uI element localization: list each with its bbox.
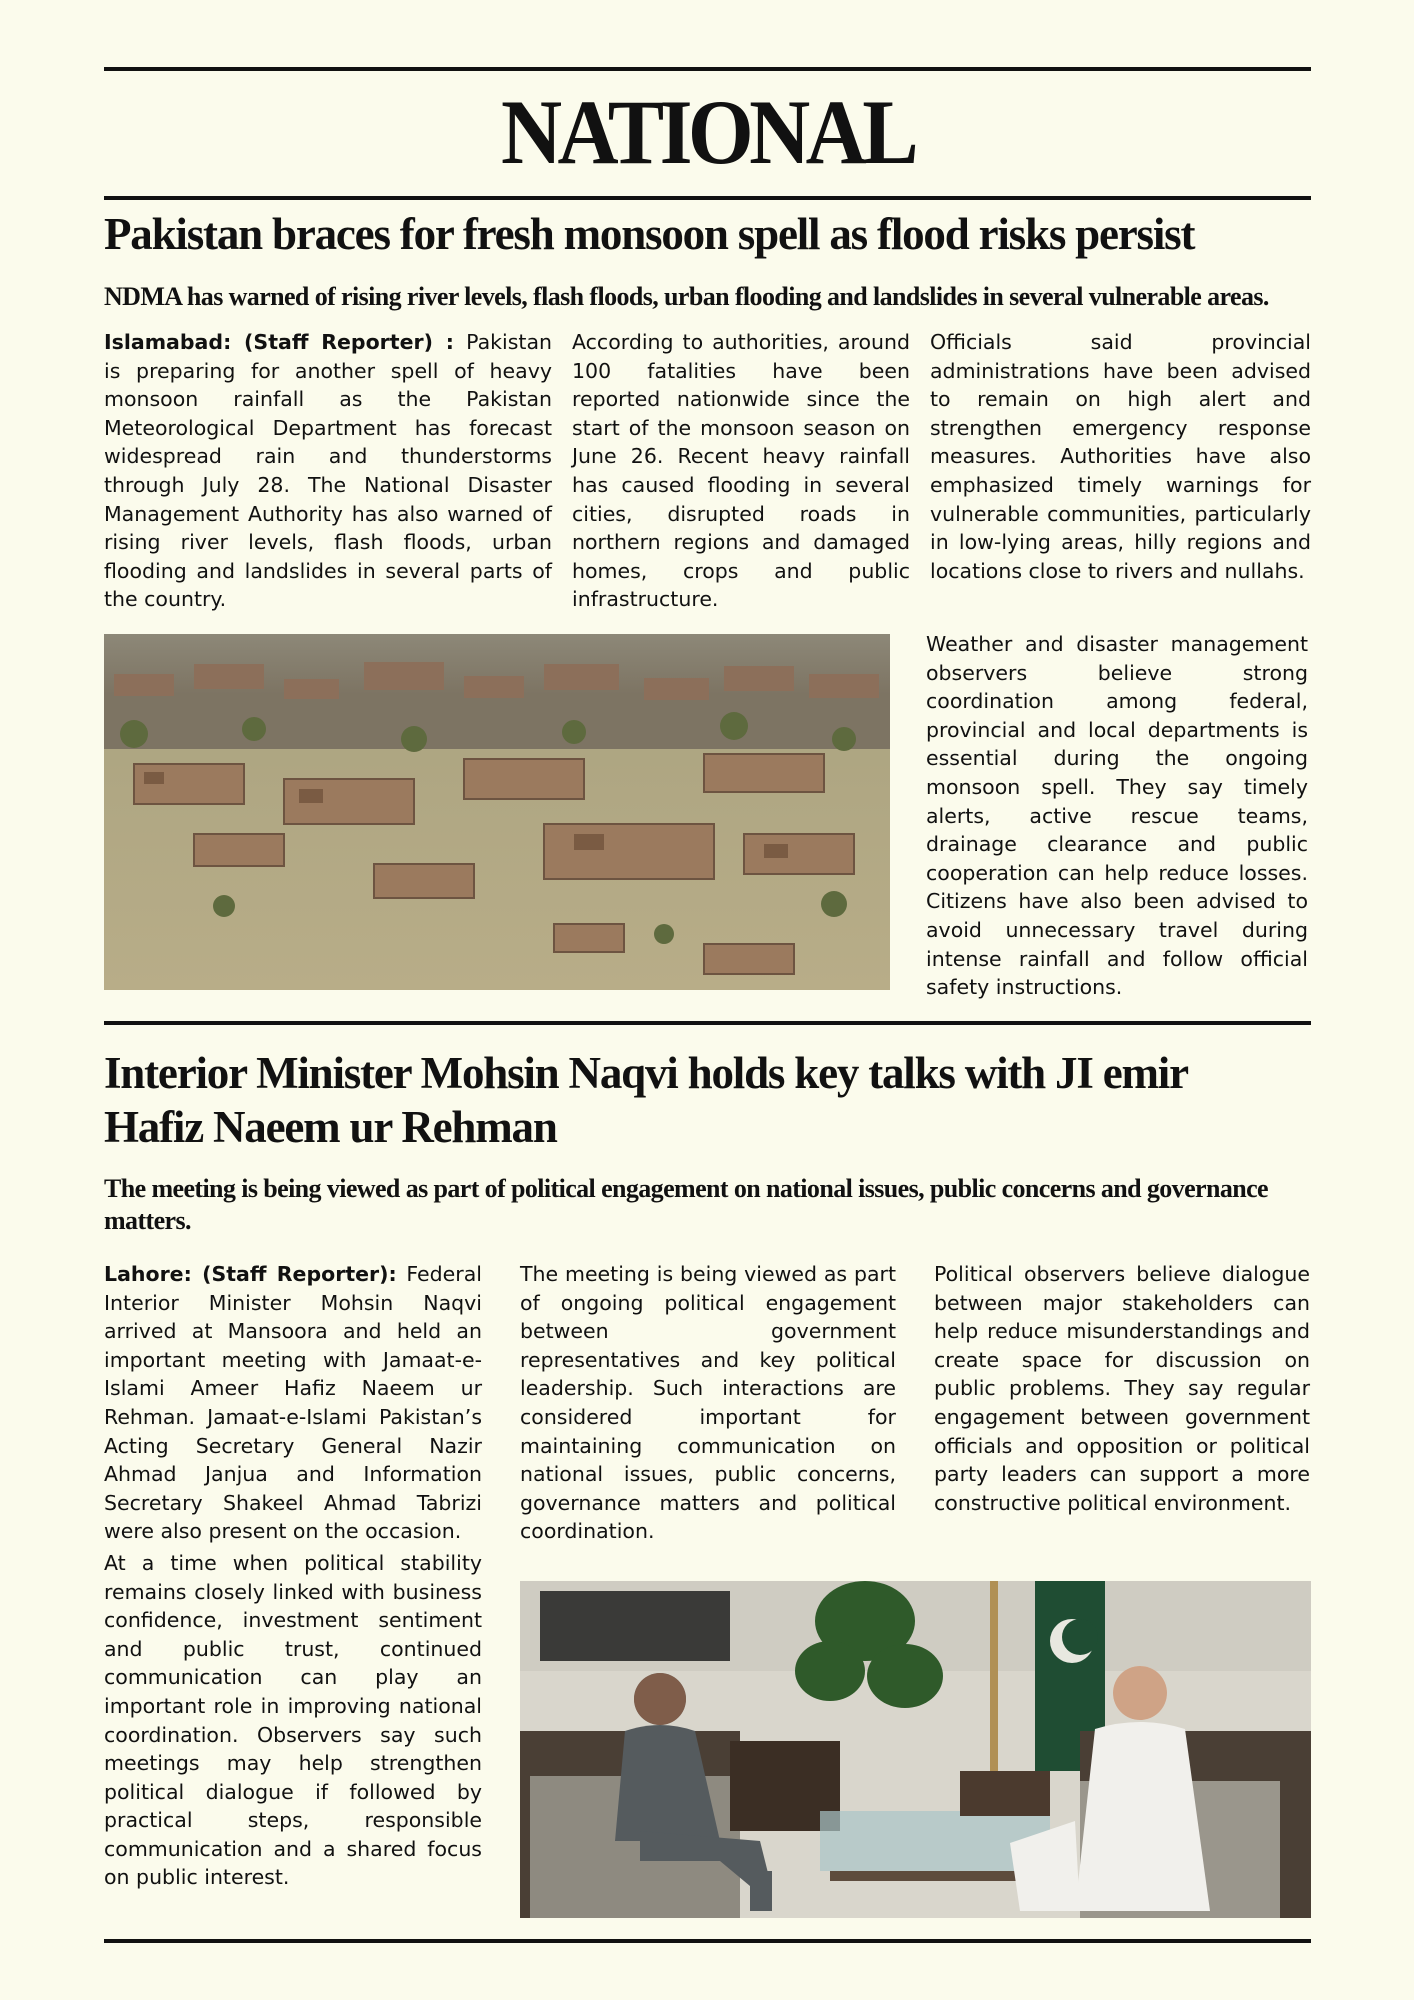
meeting-photo: [520, 1581, 1311, 1918]
article1-column-2: According to authorities, around 100 fatalities have been reported nationwide since the start of the monsoon season on June 26. Recent heavy rainfall has caused flooding in several cities, disrupted roads in northern regions and damaged homes, crops and public infrastructure.: [572, 330, 910, 612]
bottom-rule: [104, 1939, 1311, 1943]
section-title: NATIONAL: [500, 81, 915, 183]
article2-column-3: Political observers believe dialogue between major stakeholders can help reduce misunderstandings and create space for discussion on public problems. They say regular engagement between government officials and opposition or political party leaders can support a more constructive political environment.: [934, 1262, 1310, 1515]
article1-column-4: Weather and disaster management observers believe strong coordination among federal, provincial and local departments is essential during the ongoing monsoon spell. They say timely alerts, active rescue teams, drainage clearance and public cooperation can help reduce losses. Citizens have also been advised to avoid unnecessary travel during intense rainfall and follow official safety instructions.: [926, 632, 1308, 1000]
masthead-rule: [104, 196, 1311, 200]
article2-headline-line2: Hafiz Naeem ur Rehman: [104, 1102, 557, 1152]
article1-subhead: NDMA has warned of rising river levels, flash floods, urban flooding and landslides in several vulnerable areas.: [104, 282, 1269, 311]
article2-column-1a-text: Federal Interior Minister Mohsin Naqvi arrived at Mansoora and held an important meeting with Jamaat-e-Islami Ameer Hafiz Naeem ur Rehman. Jamaat-e-Islami Pakistan’s Acting Secretary General Nazir Ahmad Janjua and Information Secretary Shakeel Ahmad Tabrizi were also present on the occasion.: [104, 1262, 482, 1544]
article2-headline-line1: Interior Minister Mohsin Naqvi holds key talks with JI emir: [104, 1048, 1188, 1098]
article1-column-1: [104, 328, 552, 614]
article2-paragraph-2: At a time when political stability remains closely linked with business confidence, investment sentiment and public trust, continued communication can play an important role in improving national coordination. Observers say such meetings may help strengthen political dialogue if followed by practical steps, responsible communication and a shared focus on public interest.: [104, 1550, 482, 1890]
article2-column-2: The meeting is being viewed as part of ongoing political engagement between government representatives and key political leadership. Such interactions are considered important for maintaining communication on national issues, public concerns, governance matters and political coordination.: [520, 1262, 896, 1544]
article1-column-1-text: Pakistan is preparing for another spell of heavy monsoon rainfall as the Pakistan Meteorological Department has forecast widespread rain and thunderstorms through July 28. The National Disaster Management Authority has also warned of rising river levels, flash floods, urban flooding and landslides in several parts of the country.: [104, 330, 552, 612]
article1-byline: Islamabad: (Staff Reporter) :: [104, 330, 454, 354]
article2-subhead: The meeting is being viewed as part of political engagement on national issues, public concerns and governance matters.: [104, 1174, 1268, 1235]
article2-byline: Lahore: (Staff Reporter):: [104, 1262, 397, 1286]
top-rule: [104, 67, 1311, 71]
flood-aerial-photo: [104, 634, 890, 990]
article2-paragraph-1: [104, 1260, 482, 1546]
article-divider: [104, 1021, 1311, 1025]
article1-column-3: Officials said provincial administrations have been advised to remain on high alert and strengthen emergency response measures. Authorities have also emphasized timely warnings for vulnerable communities, particularly in low-lying areas, hilly regions and locations close to rivers and nullahs.: [930, 330, 1311, 583]
article1-headline: Pakistan braces for fresh monsoon spell as flood risks persist: [104, 209, 1195, 259]
article2-headline: [104, 1046, 1311, 1154]
article2-column-1: [104, 1260, 482, 1892]
